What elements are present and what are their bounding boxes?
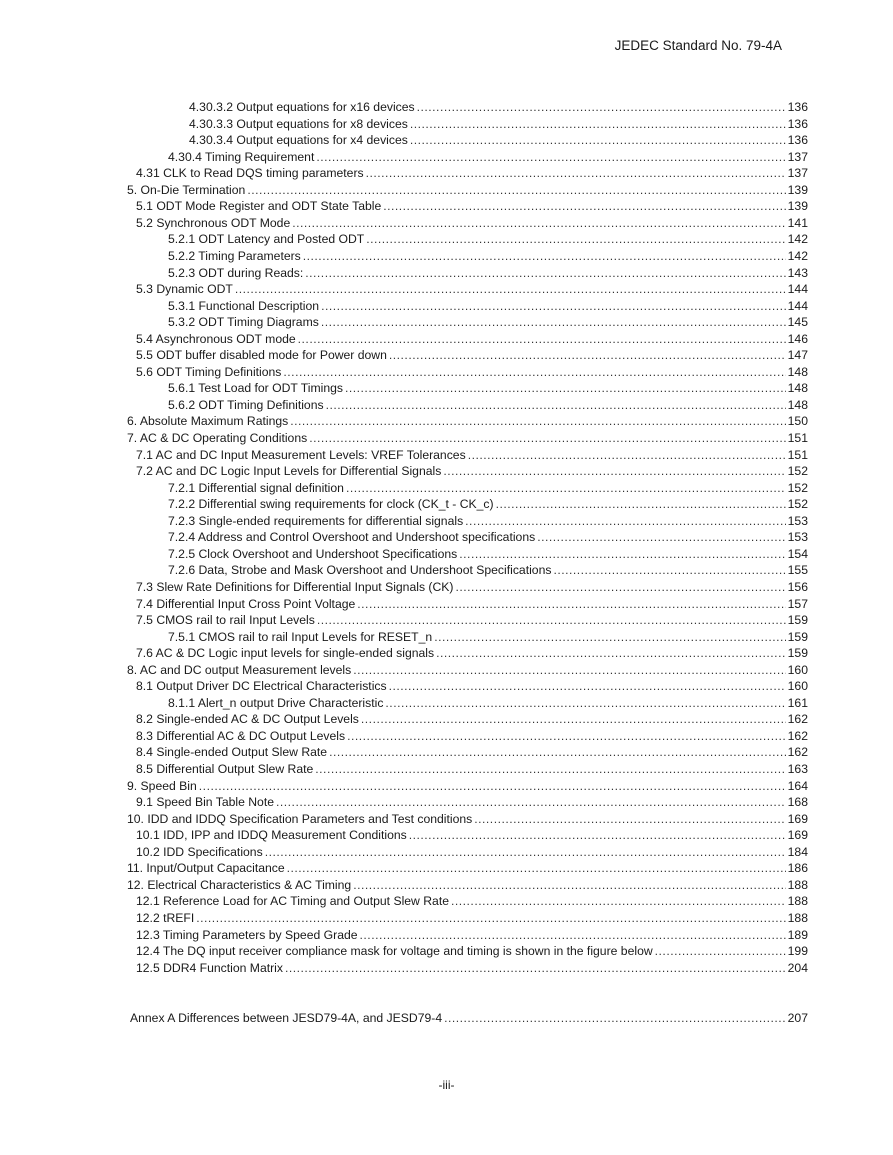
toc-entry[interactable] [127, 414, 808, 430]
toc-entry-page: 204 [787, 960, 808, 975]
toc-entry-page: 184 [787, 844, 808, 859]
dot-leader [385, 696, 785, 710]
dot-leader [317, 613, 786, 627]
toc-entry-title: 12.4 The DQ input receiver compliance mask for voltage and timing is shown in the figure below [136, 944, 653, 959]
toc-entry[interactable] [168, 232, 808, 248]
toc-entry-page: 186 [787, 861, 808, 876]
dot-leader [292, 216, 785, 230]
toc-entry-title: 5.5 ODT buffer disabled mode for Power down [136, 348, 387, 363]
toc-entry-title: 4.30.4 Timing Requirement [168, 149, 315, 164]
toc-entry-title: 7.3 Slew Rate Definitions for Differential Input Signals (CK) [136, 579, 454, 594]
toc-entry-title: 12.3 Timing Parameters by Speed Grade [136, 927, 358, 942]
dot-leader [265, 845, 786, 859]
toc-entry-title: 5.3.1 Functional Description [168, 298, 320, 313]
toc-entry-title: 5. On-Die Termination [127, 182, 246, 197]
page-number: -iii- [438, 1078, 455, 1092]
toc-entry-page: 142 [787, 232, 808, 247]
toc-entry-page: 150 [787, 414, 808, 429]
toc-entry-page: 145 [787, 315, 808, 330]
toc-entry[interactable] [127, 431, 808, 447]
toc-entry[interactable] [136, 729, 808, 745]
toc-entry[interactable] [127, 861, 808, 877]
dot-leader [298, 332, 786, 346]
dot-leader [496, 497, 786, 511]
dot-leader [315, 762, 785, 776]
toc-entry-page: 153 [787, 513, 808, 528]
toc-entry[interactable] [136, 448, 808, 464]
toc-entry-page: 161 [787, 695, 808, 710]
toc-entry-page: 148 [787, 381, 808, 396]
dot-leader [360, 928, 786, 942]
toc-entry-page: 152 [787, 497, 808, 512]
toc-entry-title: 5.2.1 ODT Latency and Posted ODT [168, 232, 365, 247]
toc-entry-page: 143 [787, 265, 808, 280]
toc-entry-title: 4.30.3.4 Output equations for x4 devices [189, 133, 408, 148]
toc-entry-page: 151 [787, 431, 808, 445]
toc-entry-title: 4.30.3.2 Output equations for x16 devices [189, 100, 415, 114]
toc-entry-page: 146 [787, 331, 808, 346]
toc-entry-title: 12.2 tREFI [136, 910, 195, 925]
toc-entry-page: 159 [787, 613, 808, 628]
toc-entry-page: 148 [787, 364, 808, 379]
toc-entry[interactable] [168, 696, 808, 712]
toc-entry[interactable] [136, 762, 808, 778]
toc-entry-page: 144 [787, 282, 808, 297]
toc-entry[interactable] [136, 464, 808, 480]
toc-entry-title: 8.5 Differential Output Slew Rate [136, 762, 314, 776]
toc-entry[interactable] [168, 563, 808, 579]
toc-entry[interactable] [189, 117, 808, 133]
toc-entry-page: 152 [787, 464, 808, 479]
toc-entry[interactable] [168, 481, 808, 497]
toc-entry-title: 7. AC & DC Operating Conditions [127, 431, 308, 445]
toc-entry[interactable] [168, 630, 808, 646]
dot-leader [353, 878, 785, 892]
toc-entry[interactable] [127, 812, 808, 828]
toc-entry[interactable] [168, 315, 808, 331]
toc-entry[interactable] [136, 365, 808, 381]
toc-entry[interactable] [168, 381, 808, 397]
dot-leader [465, 514, 785, 528]
toc-entry-title: 7.1 AC and DC Input Measurement Levels: VREF Tolerances [136, 447, 466, 462]
toc-entry-page: 188 [787, 877, 808, 892]
dot-leader [537, 530, 785, 544]
toc-entry-page: 148 [787, 397, 808, 412]
toc-entry[interactable] [168, 497, 808, 513]
toc-entry-title: 7.2 AC and DC Logic Input Levels for Differential Signals [136, 464, 442, 479]
dot-leader [436, 646, 786, 660]
dot-leader [353, 663, 785, 677]
toc-entry-page: 189 [787, 927, 808, 942]
toc-entry-title: 7.2.2 Differential swing requirements for clock (CK_t - CK_c) [168, 497, 494, 512]
toc-entry-page: 162 [787, 745, 808, 760]
dot-leader [389, 679, 786, 693]
toc-entry-page: 159 [787, 629, 808, 644]
dot-leader [316, 150, 785, 164]
dot-leader [451, 894, 786, 908]
toc-entry-title: 12. Electrical Characteristics & AC Timing [127, 877, 352, 892]
toc-entry-page: 159 [787, 646, 808, 661]
toc-entry-title: 4.30.3.3 Output equations for x8 devices [189, 116, 408, 131]
dot-leader [199, 779, 786, 793]
toc-entry-page: 136 [787, 116, 808, 131]
toc-entry[interactable] [168, 299, 808, 315]
toc-entry[interactable] [136, 961, 808, 977]
dot-leader [389, 348, 786, 362]
toc-entry-page: 188 [787, 910, 808, 925]
dot-leader [366, 232, 785, 246]
toc-entry-title: 7.6 AC & DC Logic input levels for single-ended signals [136, 646, 435, 661]
toc-entry-title: 7.2.1 Differential signal definition [168, 480, 344, 495]
toc-entry[interactable] [136, 828, 808, 844]
toc-entry-page: 137 [787, 166, 808, 181]
toc-entry[interactable] [136, 332, 808, 348]
toc-entry-title: 5.6.1 Test Load for ODT Timings [168, 381, 343, 396]
toc-entry[interactable] [168, 398, 808, 414]
toc-entry[interactable] [136, 795, 808, 811]
toc-entry-title: 7.2.5 Clock Overshoot and Undershoot Specifications [168, 546, 458, 561]
toc-entry[interactable] [136, 745, 808, 761]
toc-entry-title: 10.1 IDD, IPP and IDDQ Measurement Conditions [136, 828, 407, 843]
toc-entry-title: 4.31 CLK to Read DQS timing parameters [136, 166, 364, 181]
toc-entry-title: 7.5 CMOS rail to rail Input Levels [136, 613, 315, 628]
toc-entry[interactable] [136, 679, 808, 695]
toc-entry-title: 12.1 Reference Load for AC Timing and Output Slew Rate [136, 894, 449, 909]
toc-entry-page: 152 [787, 480, 808, 495]
toc-entry-title: 12.5 DDR4 Function Matrix [136, 960, 283, 975]
toc-entry-page: 188 [787, 894, 808, 909]
dot-leader [366, 166, 786, 180]
dot-leader [383, 199, 785, 213]
toc-entry-page: 141 [787, 215, 808, 230]
toc-entry-page: 207 [787, 1011, 808, 1025]
toc-entry[interactable] [136, 597, 808, 613]
toc-entry-page: 160 [787, 662, 808, 677]
toc-entry-page: 164 [787, 778, 808, 793]
dot-leader [434, 630, 785, 644]
toc-entry-page: 142 [787, 248, 808, 263]
toc-entry-title: 5.3 Dynamic ODT [136, 282, 233, 297]
dot-leader [417, 100, 786, 114]
toc-entry[interactable] [127, 878, 808, 894]
dot-leader [455, 580, 785, 594]
toc-entry-title: 10.2 IDD Specifications [136, 844, 263, 859]
toc-entry-title: 8.4 Single-ended Output Slew Rate [136, 745, 328, 760]
dot-leader [361, 712, 786, 726]
dot-leader [357, 597, 785, 611]
toc-entry-page: 153 [787, 530, 808, 545]
toc-entry[interactable] [136, 928, 808, 944]
dot-leader [347, 729, 786, 743]
toc-entry-title: 5.2 Synchronous ODT Mode [136, 215, 291, 230]
toc-entry[interactable] [130, 1011, 808, 1027]
toc-entry-title: 9.1 Speed Bin Table Note [136, 795, 275, 810]
toc-entry-title: 7.4 Differential Input Cross Point Voltage [136, 596, 356, 611]
toc-entry-title: 8.1 Output Driver DC Electrical Characteristics [136, 679, 387, 694]
toc-entry[interactable] [136, 845, 808, 861]
dot-leader [409, 828, 786, 842]
toc-entry[interactable] [168, 266, 808, 282]
toc-entry[interactable] [136, 199, 808, 215]
toc-entry-page: 162 [787, 728, 808, 743]
toc-entry[interactable] [136, 613, 808, 629]
toc-entry-title: 10. IDD and IDDQ Specification Parameters and Test conditions [127, 811, 473, 826]
toc-entry-page: 147 [787, 348, 808, 363]
toc-entry[interactable] [136, 216, 808, 232]
dot-leader [410, 117, 786, 131]
toc-entry[interactable] [136, 646, 808, 662]
toc-entry-page: 151 [787, 447, 808, 462]
dot-leader [247, 183, 785, 197]
toc-entry[interactable] [189, 100, 808, 116]
toc-entry-page: 136 [787, 100, 808, 114]
toc-entry[interactable] [127, 779, 808, 795]
dot-leader [321, 315, 786, 329]
toc-entry-page: 169 [787, 828, 808, 843]
toc-entry-page: 136 [787, 133, 808, 148]
toc-entry[interactable] [136, 712, 808, 728]
dot-leader [196, 911, 785, 925]
toc-entry-title: 5.1 ODT Mode Register and ODT State Table [136, 199, 382, 214]
dot-leader [285, 961, 786, 975]
toc-entry-title: 5.6 ODT Timing Definitions [136, 364, 282, 379]
toc-entry-title: 5.6.2 ODT Timing Definitions [168, 397, 324, 412]
toc-entry[interactable] [127, 183, 808, 199]
toc-entry[interactable] [168, 514, 808, 530]
toc-entry-title: 5.4 Asynchronous ODT mode [136, 331, 296, 346]
toc-entry-title: Annex A Differences between JESD79-4A, and JESD79-4 [130, 1011, 443, 1025]
toc-entry-title: 5.3.2 ODT Timing Diagrams [168, 315, 319, 330]
toc-entry[interactable] [168, 150, 808, 166]
toc-entry[interactable] [168, 530, 808, 546]
toc-entry[interactable] [136, 894, 808, 910]
toc-entry-page: 160 [787, 679, 808, 694]
toc-entry-page: 162 [787, 712, 808, 727]
toc-entry-title: 6. Absolute Maximum Ratings [127, 414, 289, 429]
dot-leader [474, 812, 785, 826]
toc-entry-title: 5.2.2 Timing Parameters [168, 248, 301, 263]
toc-entry-page: 139 [787, 199, 808, 214]
dot-leader [290, 414, 785, 428]
dot-leader [326, 398, 786, 412]
dot-leader [329, 745, 786, 759]
toc-entry-page: 169 [787, 811, 808, 826]
toc-entry[interactable] [136, 911, 808, 927]
toc-entry-title: 8.3 Differential AC & DC Output Levels [136, 728, 346, 743]
toc-entry[interactable] [127, 663, 808, 679]
toc-entry[interactable] [136, 580, 808, 596]
dot-leader [303, 249, 786, 263]
toc-entry[interactable] [168, 547, 808, 563]
toc-entry-title: 7.2.6 Data, Strobe and Mask Overshoot and Undershoot Specifications [168, 563, 552, 578]
dot-leader [410, 133, 786, 147]
dot-leader [444, 1011, 786, 1025]
toc-entry[interactable] [168, 249, 808, 265]
dot-leader [276, 795, 786, 809]
dot-leader [459, 547, 785, 561]
dot-leader [346, 481, 786, 495]
dot-leader [235, 282, 786, 296]
dot-leader [655, 944, 786, 958]
toc-entry-page: 154 [787, 546, 808, 561]
toc-entry-title: 9. Speed Bin [127, 778, 197, 793]
dot-leader [305, 266, 785, 280]
dot-leader [287, 861, 786, 875]
dot-leader [309, 431, 785, 445]
toc-entry[interactable] [136, 944, 808, 960]
toc-entry-title: 7.5.1 CMOS rail to rail Input Levels for RESET_n [168, 629, 433, 644]
toc-entry-page: 168 [787, 795, 808, 810]
dot-leader [321, 299, 786, 313]
toc-entry-page: 137 [787, 149, 808, 164]
toc-entry-page: 157 [787, 596, 808, 611]
toc-entry-title: 11. Input/Output Capacitance [127, 861, 285, 876]
toc-entry-title: 7.2.4 Address and Control Overshoot and Undershoot specifications [168, 530, 536, 545]
toc-entry[interactable] [189, 133, 808, 149]
dot-leader [468, 448, 786, 462]
toc-entry-title: 5.2.3 ODT during Reads: [168, 265, 304, 280]
toc-entry-page: 155 [787, 563, 808, 578]
toc-entry-page: 163 [787, 762, 808, 776]
toc-entry-title: 8. AC and DC output Measurement levels [127, 662, 352, 677]
toc-entry[interactable] [136, 166, 808, 182]
dot-leader [443, 464, 785, 478]
dot-leader [283, 365, 785, 379]
dot-leader [553, 563, 785, 577]
toc-entry-title: 8.2 Single-ended AC & DC Output Levels [136, 712, 359, 727]
dot-leader [345, 381, 786, 395]
toc-entry-title: 7.2.3 Single-ended requirements for differential signals [168, 513, 464, 528]
toc-entry-page: 156 [787, 579, 808, 594]
toc-entry-page: 144 [787, 298, 808, 313]
toc-entry[interactable] [136, 282, 808, 298]
toc-entry-page: 139 [787, 182, 808, 197]
toc-entry-title: 8.1.1 Alert_n output Drive Characteristic [168, 695, 384, 710]
toc-entry-page: 199 [787, 944, 808, 959]
running-header: JEDEC Standard No. 79-4A [614, 38, 782, 53]
toc-entry[interactable] [136, 348, 808, 364]
